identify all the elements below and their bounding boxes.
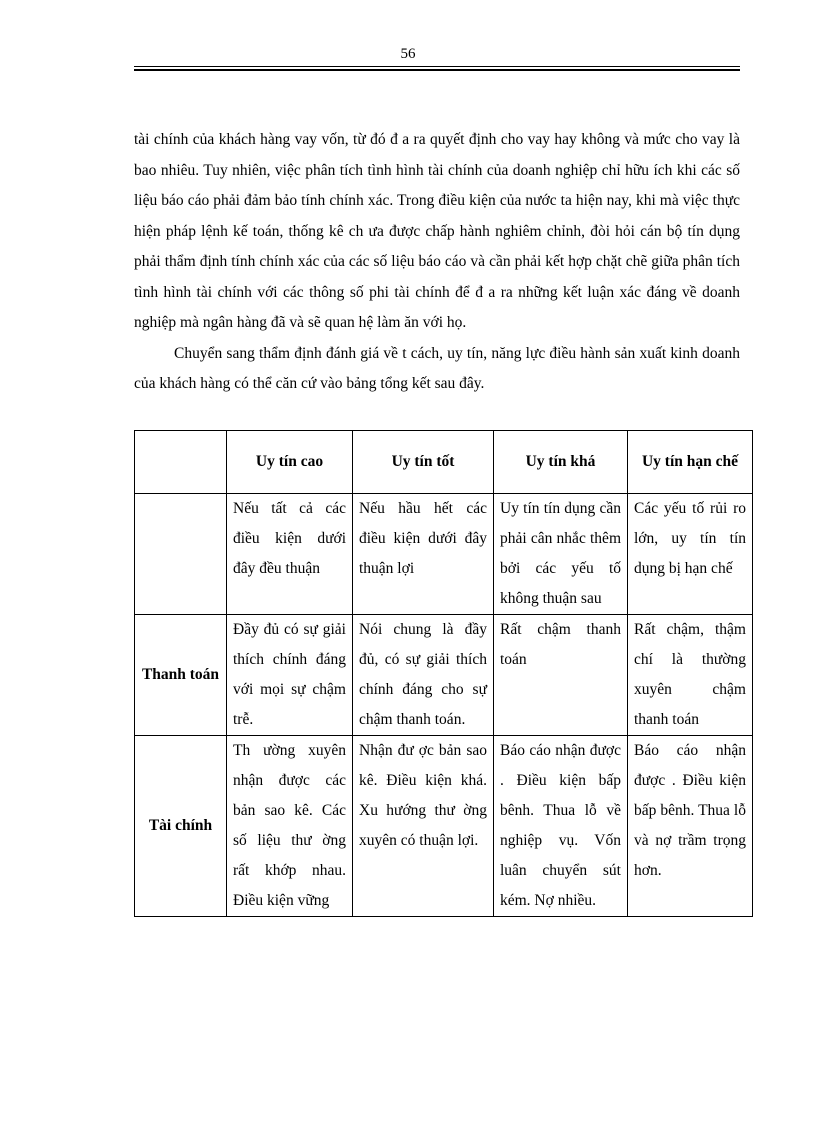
page-number: 56 <box>400 46 416 62</box>
table-cell: Các yếu tố rủi ro lớn, uy tín tín dụng bị hạn chế <box>628 494 753 615</box>
table-cell: Đầy đủ có sự giải thích chính đáng với mọi sự chậm trễ. <box>227 615 353 736</box>
column-header-uy-tin-han-che: Uy tín hạn chế <box>628 431 753 494</box>
column-header-uy-tin-cao: Uy tín cao <box>227 431 353 494</box>
table-row-thanh-toan <box>135 615 753 736</box>
table-cell: Nếu tất cả các điều kiện dưới đây đều thuận <box>227 494 353 615</box>
table-cell: Báo cáo nhận được . Điều kiện bấp bênh. Thua lỗ và nợ trầm trọng hơn. <box>628 736 753 917</box>
table-cell: Uy tín tín dụng cần phải cân nhắc thêm bởi các yếu tố không thuận sau <box>494 494 628 615</box>
column-header-uy-tin-kha: Uy tín khá <box>494 431 628 494</box>
table-row-conditions <box>135 494 753 615</box>
table-cell: Nhận đư ợc bản sao kê. Điều kiện khá. Xu hướng thư ờng xuyên có thuận lợi. <box>353 736 494 917</box>
body-text <box>134 125 740 400</box>
paragraph-credit-assessment: Chuyển sang thẩm định đánh giá về t cách, uy tín, năng lực điều hành sản xuất kinh doanh của khách hàng có thể căn cứ vào bảng tổng kết sau đây. <box>134 344 740 392</box>
table-cell: Báo cáo nhận được . Điều kiện bấp bênh. Thua lỗ về nghiệp vụ. Vốn luân chuyển sút kém. Nợ nhiều. <box>494 736 628 917</box>
table-cell: Th ường xuyên nhận được các bản sao kê. Các số liệu thư ờng rất khớp nhau. Điều kiện vững <box>227 736 353 917</box>
row-label-conditions <box>135 494 227 615</box>
column-header-uy-tin-tot: Uy tín tốt <box>353 431 494 494</box>
table-cell: Nếu hầu hết các điều kiện dưới đây thuận lợi <box>353 494 494 615</box>
header-rule-thin <box>134 66 740 67</box>
table-cell: Nói chung là đầy đủ, có sự giải thích chính đáng cho sự chậm thanh toán. <box>353 615 494 736</box>
header-rule-thick <box>134 69 740 71</box>
table-corner-cell <box>135 431 227 494</box>
row-label-thanh-toan: Thanh toán <box>135 615 227 736</box>
table-row-tai-chinh <box>135 736 753 917</box>
row-label-tai-chinh: Tài chính <box>135 736 227 917</box>
table-cell: Rất chậm thanh toán <box>494 615 628 736</box>
table-cell: Rất chậm, thậm chí là thường xuyên chậm thanh toán <box>628 615 753 736</box>
table-header-row <box>135 431 753 494</box>
paragraph-financial-analysis: tài chính của khách hàng vay vốn, từ đó đ a ra quyết định cho vay hay không và mức cho vay là bao nhiêu. Tuy nhiên, việc phân tích tình hình tài chính của doanh nghiệp chỉ hữu ích khi các số liệu báo cáo phải đảm bảo tính chính xác. Trong điều kiện của nước ta hiện nay, khi mà việc thực hiện pháp lệnh kế toán, thống kê ch ưa được chấp hành nghiêm chỉnh, đòi hỏi cán bộ tín dụng phải thẩm định tính chính xác của các số liệu báo cáo và cần phải kết hợp chặt chẽ giữa phân tích tình hình tài chính với các thông số phi tài chính để đ a ra những kết luận xác đáng về doanh nghiệp mà ngân hàng đã và sẽ quan hệ làm ăn với họ. <box>134 131 740 331</box>
credit-rating-table <box>134 430 753 917</box>
